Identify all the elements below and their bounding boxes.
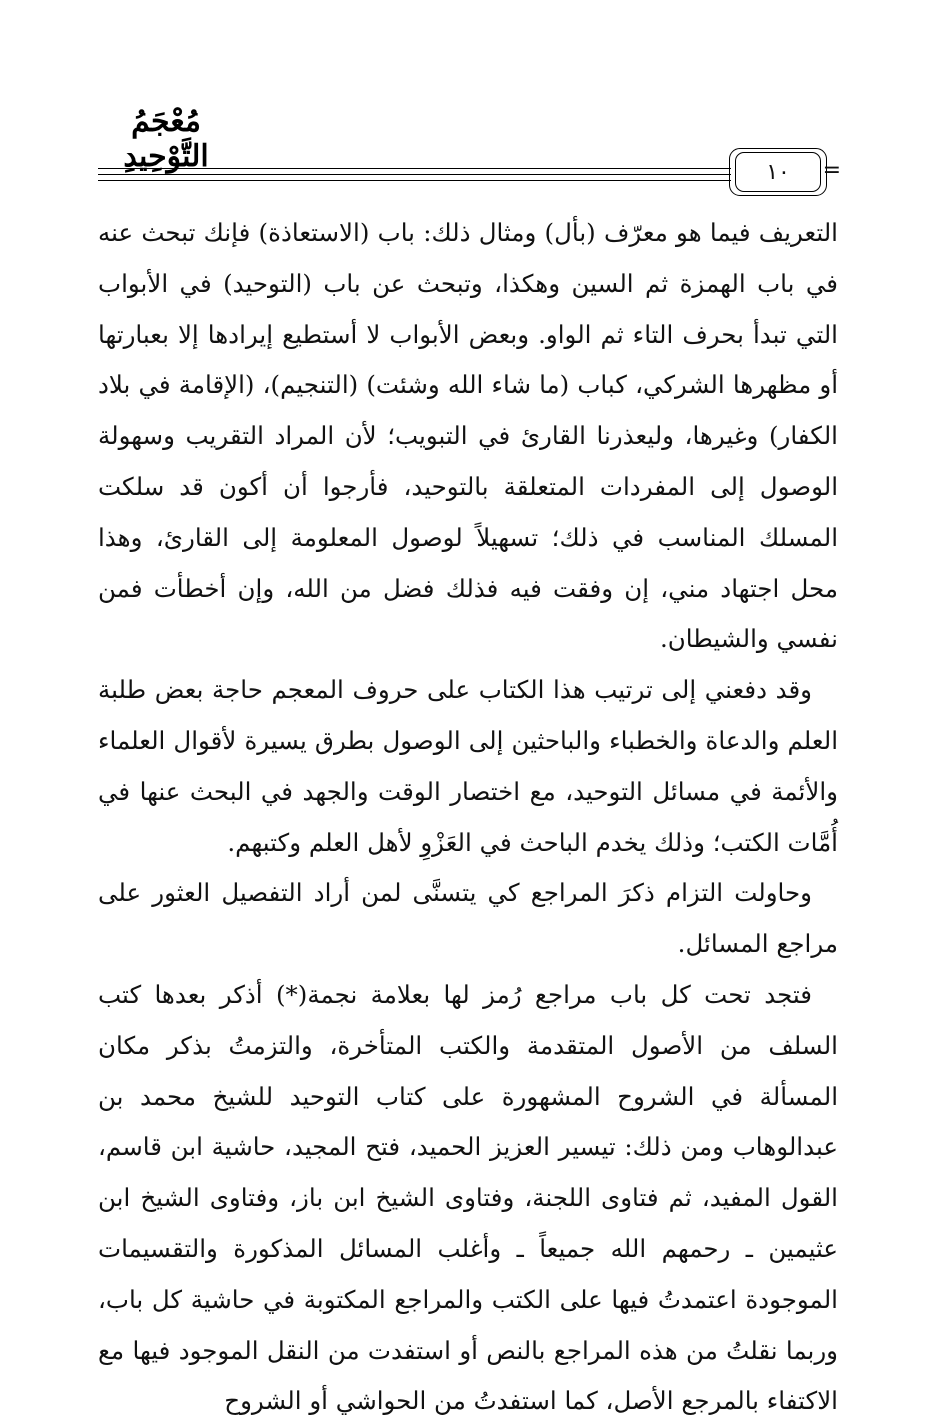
paragraph: وقد دفعني إلى ترتيب هذا الكتاب على حروف المعجم حاجة بعض طلبة العلم والدعاة والخطباء والباحثين إلى الوصول بطرق يسيرة لأقوال العلماء والأئمة في مسائل التوحيد، مع اختصار الوقت والجهد في البحث عنها في أُمَّات الكتب؛ وذلك يخدم الباحث في العَزْوِ لأهل العلم وكتبهم. xyxy=(98,675,838,857)
paragraph: فتجد تحت كل باب مراجع رُمز لها بعلامة نجمة(*) أذكر بعدها كتب السلف من الأصول المتقدمة والكتب المتأخرة، والتزمتُ بذكر مكان المسألة في الشروح المشهورة على كتاب التوحيد للشيخ محمد بن عبدالوهاب ومن ذلك: تيسير العزيز الحميد، فتح المجيد، حاشية ابن قاسم، القول المفيد، ثم فتاوى اللجنة، وفتاوى الشيخ ابن باز، وفتاوى الشيخ ابن عثيمين ـ رحمهم الله جميعاً ـ وأغلب المسائل المذكورة والتقسيمات الموجودة اعتمدتُ فيها على الكتب والمراجع المكتوبة في حاشية كل باب، وربما نقلتُ من هذه المراجع بالنص أو استفدت من النقل الموجود فيها مع الاكتفاء بالمرجع الأصل، كما استفدتُ من الحواشي أو الشروح xyxy=(98,979,838,1416)
header-rule-end: = xyxy=(822,158,841,183)
header-rule-line xyxy=(98,174,731,175)
paragraph: وحاولت التزام ذكرَ المراجع كي يتسنَّى لمن أراد التفصيل العثور على مراجع المسائل. xyxy=(98,878,838,959)
book-title: مُعْجَمُ التَّوْحِيدِ xyxy=(123,104,209,174)
page-number: ١٠ xyxy=(735,152,821,192)
header-rule xyxy=(98,152,841,192)
header-rule-line xyxy=(98,180,731,181)
page-body xyxy=(98,208,838,1427)
paragraph: التعريف فيما هو معرّف (بأل) ومثال ذلك: باب (الاستعاذة) فإنك تبحث عنه في باب الهمزة ثم السين وهكذا، وتبحث عن باب (التوحيد) في الأبواب التي تبدأ بحرف التاء ثم الواو. وبعض الأبواب لا أستطيع إيرادها إلا بعبارتها أو مظهرها الشركي، كباب (ما شاء الله وشئت) (التنجيم)، (الإقامة في بلاد الكفار) وغيرها، وليعذرنا القارئ في التبويب؛ لأن المراد التقريب وسهولة الوصول إلى المفردات المتعلقة بالتوحيد، فأرجوا أن أكون قد سلكت المسلك المناسب في ذلك؛ تسهيلاً لوصول المعلومة إلى القارئ، وهذا محل اجتهاد مني، إن وفقت فيه فذلك فضل من الله، وإن أخطأت فمن نفسي والشيطان. xyxy=(98,218,838,654)
header-rule-line xyxy=(98,168,731,169)
